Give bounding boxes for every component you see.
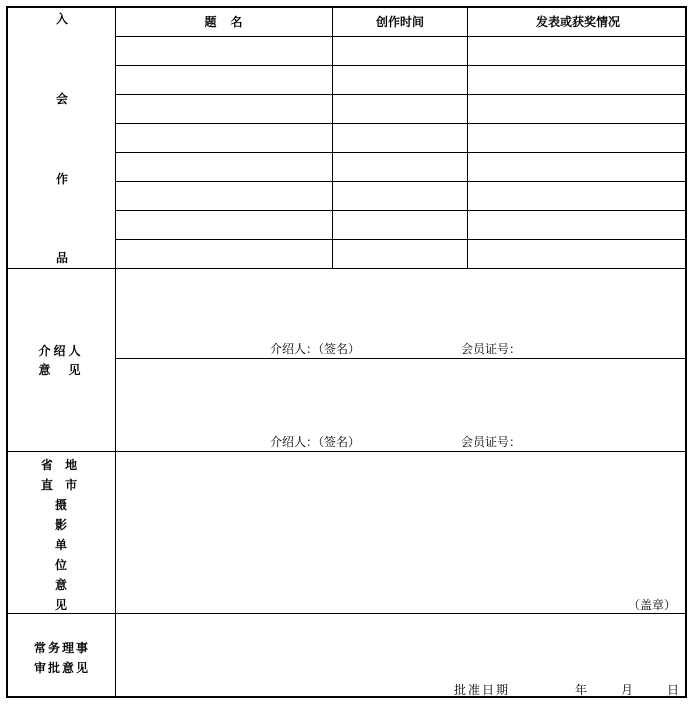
work-published-cell[interactable] <box>468 37 687 65</box>
work-title-cell[interactable] <box>116 66 332 94</box>
introducer-opinion-area-2[interactable] <box>116 359 687 451</box>
province-label-row: 单 <box>54 538 68 552</box>
works-label-char: 作 <box>55 172 69 186</box>
member-number-label: 会员证号： <box>461 435 522 449</box>
work-published-cell[interactable] <box>468 240 687 268</box>
work-title-cell[interactable] <box>116 240 332 268</box>
work-created-cell[interactable] <box>333 182 467 210</box>
introducer-label-line2: 意 见 <box>38 363 84 377</box>
work-created-cell[interactable] <box>333 240 467 268</box>
province-label-row: 直 市 <box>40 478 82 492</box>
province-opinion-area[interactable] <box>116 452 687 613</box>
day-label: 日 <box>667 683 680 697</box>
province-label-row: 省 地 <box>40 458 82 472</box>
work-created-cell[interactable] <box>333 153 467 181</box>
work-title-cell[interactable] <box>116 182 332 210</box>
work-published-cell[interactable] <box>468 95 687 123</box>
member-number-label: 会员证号： <box>461 342 522 356</box>
work-created-cell[interactable] <box>333 124 467 152</box>
month-label: 月 <box>621 683 634 697</box>
province-label-row: 影 <box>54 518 68 532</box>
work-title-cell[interactable] <box>116 124 332 152</box>
work-created-cell[interactable] <box>333 211 467 239</box>
work-published-cell[interactable] <box>468 153 687 181</box>
council-label-line2: 审批意见 <box>33 661 91 675</box>
work-created-cell[interactable] <box>333 37 467 65</box>
work-created-cell[interactable] <box>333 95 467 123</box>
membership-application-form <box>6 6 687 698</box>
work-title-cell[interactable] <box>116 37 332 65</box>
province-label-row: 意 <box>54 578 68 592</box>
work-created-cell[interactable] <box>333 66 467 94</box>
header-published: 发表或获奖情况 <box>535 15 621 29</box>
work-published-cell[interactable] <box>468 124 687 152</box>
work-title-cell[interactable] <box>116 153 332 181</box>
province-label-row: 摄 <box>54 498 68 512</box>
work-title-cell[interactable] <box>116 211 332 239</box>
work-published-cell[interactable] <box>468 66 687 94</box>
work-published-cell[interactable] <box>468 182 687 210</box>
stamp-label: （盖章） <box>628 598 677 612</box>
introducer-signature-label: 介绍人：（签名） <box>270 342 361 356</box>
header-created: 创作时间 <box>375 15 425 29</box>
introducer-signature-label: 介绍人：（签名） <box>270 435 361 449</box>
introducer-opinion-area-1[interactable] <box>116 269 687 358</box>
council-label-line1: 常务理事 <box>33 641 91 655</box>
work-published-cell[interactable] <box>468 211 687 239</box>
province-label-row: 位 <box>54 558 68 572</box>
works-label-char: 入 <box>55 12 69 26</box>
header-title: 题 名 <box>204 15 244 29</box>
approval-date-label: 批准日期 <box>454 683 511 697</box>
council-approval-area[interactable] <box>116 614 687 696</box>
introducer-label-line1: 介绍人 <box>38 344 84 358</box>
province-label-row: 见 <box>54 598 68 612</box>
work-title-cell[interactable] <box>116 95 332 123</box>
works-label-char: 品 <box>55 251 69 265</box>
year-label: 年 <box>575 683 588 697</box>
works-label-char: 会 <box>55 92 69 106</box>
